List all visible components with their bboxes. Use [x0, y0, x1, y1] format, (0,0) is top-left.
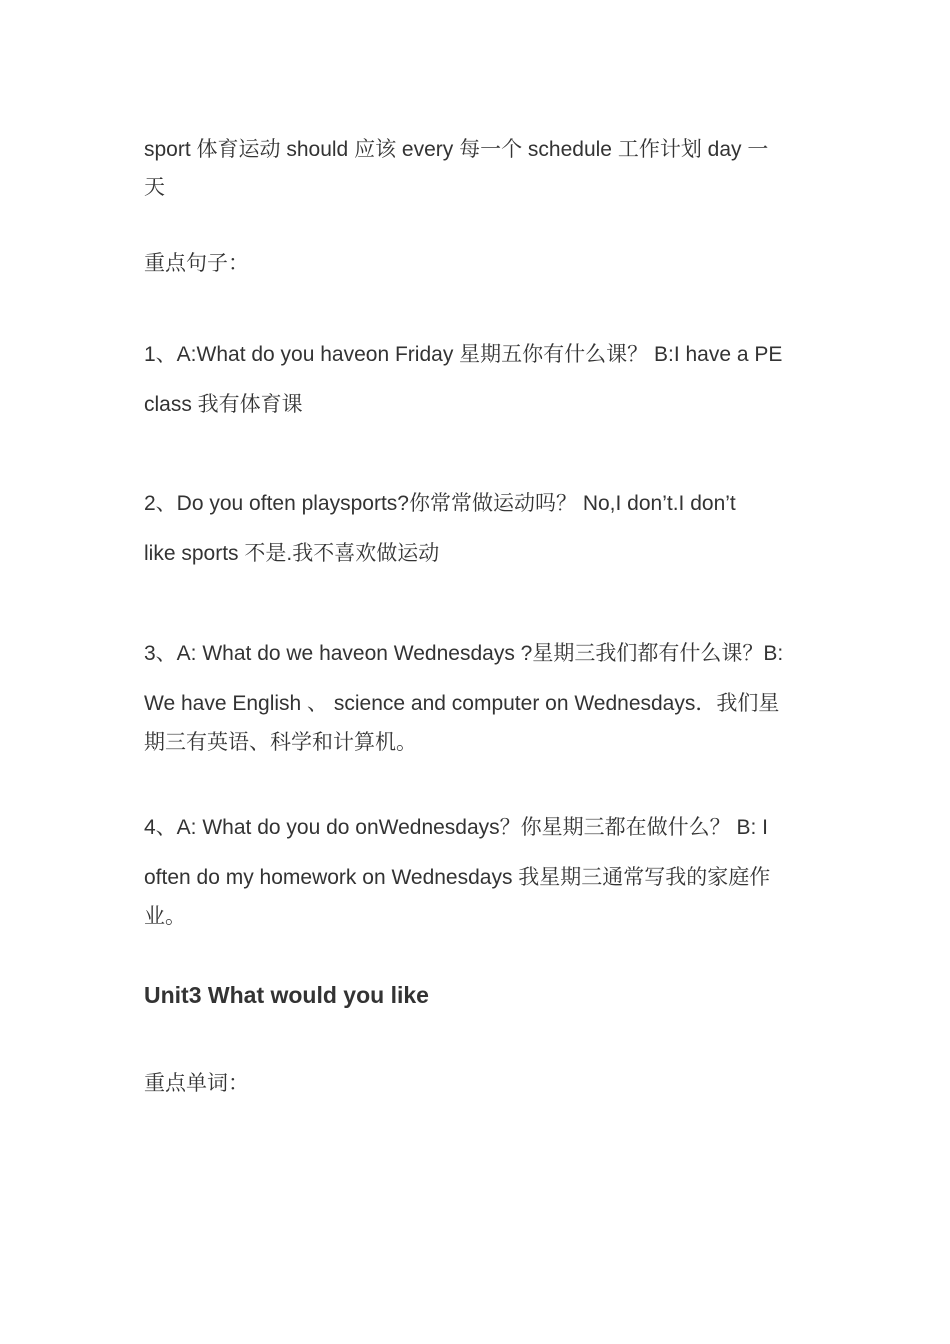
sentence-item-3	[144, 629, 808, 757]
sentence-line: often do my homework on Wednesdays 我星期三通常写我的家庭作	[144, 866, 771, 889]
unit-title: Unit3 What would you like	[144, 982, 429, 1008]
sentence-line: 4、A: What do you do onWednesdays？你星期三都在做什么？ B: I	[144, 816, 769, 839]
sentence-line: class 我有体育课	[144, 393, 303, 416]
vocabulary-line: 天	[144, 176, 165, 199]
key-sentences-heading	[144, 245, 808, 283]
sentence-item-4	[144, 803, 808, 931]
vocabulary-list	[144, 131, 808, 207]
sentence-line: We have English 、 science and computer on Wednesdays．我们星	[144, 692, 780, 715]
sentence-item-2	[144, 479, 808, 579]
vocabulary-line: sport 体育运动 should 应该 every 每一个 schedule 工作计划 day 一	[144, 138, 769, 161]
sentence-line: 1、A:What do you haveon Friday 星期五你有什么课？ B:I have a PE	[144, 343, 783, 366]
heading-text: 重点句子：	[144, 252, 249, 275]
key-words-heading: 重点单词：	[144, 1072, 249, 1095]
sentence-line: like sports 不是.我不喜欢做运动	[144, 542, 440, 565]
sentence-item-1	[144, 330, 808, 430]
sentence-line: 3、A: What do we haveon Wednesdays ?星期三我们都有什么课？B:	[144, 642, 784, 665]
sentence-line: 2、Do you often playsports?你常常做运动吗？ No,I don’t.I don’t	[144, 492, 736, 515]
sentence-line: 业。	[144, 905, 186, 928]
sentence-line: 期三有英语、科学和计算机。	[144, 731, 417, 754]
